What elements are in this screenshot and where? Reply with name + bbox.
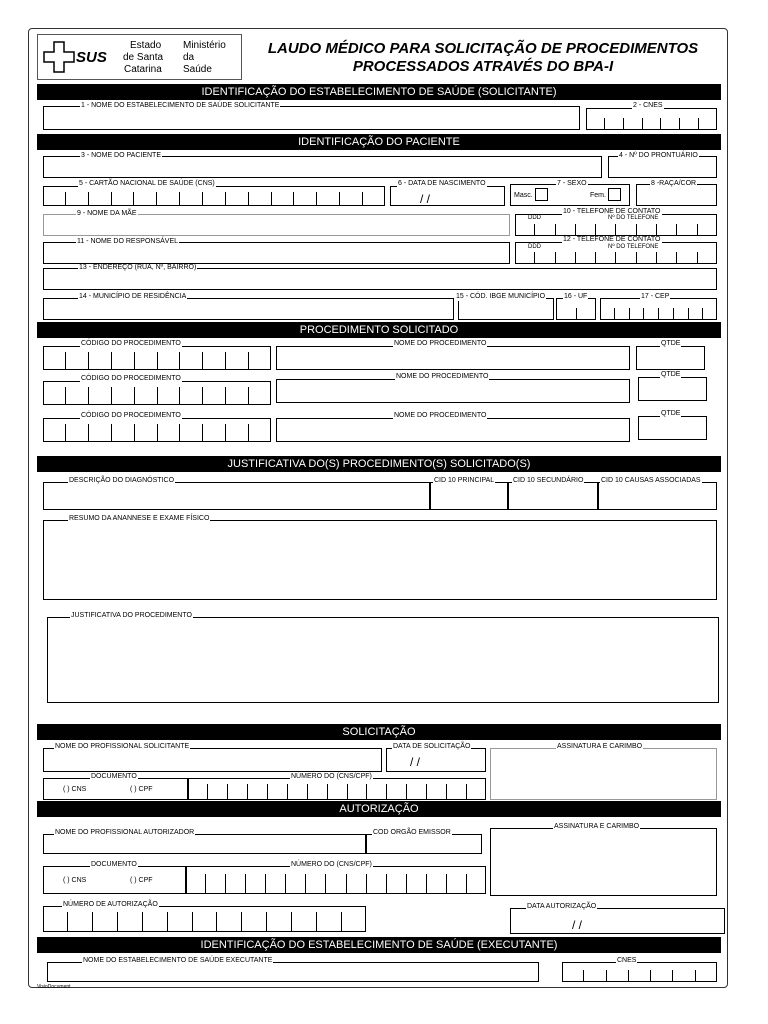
num-telefone-10-label: Nº DO TELEFONE [608, 215, 659, 221]
cnes-label: 2 - CNES [633, 102, 663, 109]
codigo-procedimento-2-label: CÓDIGO DO PROCEDIMENTO [81, 375, 181, 382]
section-solicitante: IDENTIFICAÇÃO DO ESTABELECIMENTO DE SAÚDE (SOLICITANTE) [37, 84, 721, 100]
producer-footer: VisioDocument [37, 984, 71, 990]
ministry-line1: Ministério [183, 40, 226, 51]
nome-prof-autorizador-label: NOME DO PROFISSIONAL AUTORIZADOR [55, 829, 195, 836]
data-solicitacao-slashes: / / [410, 755, 421, 769]
nome-prof-autorizador-field[interactable] [43, 834, 366, 854]
nome-procedimento-1-field[interactable] [276, 346, 630, 370]
qtde-3-label: QTDE [661, 410, 681, 417]
cid-associadas-label: CID 10 CAUSAS ASSOCIADAS [601, 477, 701, 484]
state-line2: de Santa [123, 52, 164, 63]
ddd-10-label: DDD [528, 215, 541, 221]
cpf-option-solicitante[interactable]: ( ) CPF [130, 786, 153, 793]
state-line3: Catarina [124, 64, 162, 75]
nome-procedimento-3-field[interactable] [276, 418, 630, 442]
codigo-procedimento-1-label: CÓDIGO DO PROCEDIMENTO [81, 340, 181, 347]
numero-autorizacao-label: NÚMERO DE AUTORIZAÇÃO [63, 901, 158, 908]
uf-label: 16 - UF [564, 293, 588, 300]
num-telefone-12-label: Nº DO TELEFONE [608, 244, 659, 250]
assinatura-autorizador-label: ASSINATURA E CARIMBO [554, 823, 640, 830]
data-nascimento-slashes: / / [420, 192, 431, 206]
telefone-10-ticks [515, 224, 717, 236]
telefone-12-ticks [515, 252, 717, 264]
cpf-option-autorizador[interactable]: ( ) CPF [130, 877, 153, 884]
municipio-label: 14 - MUNICÍPIO DE RESIDÊNCIA [79, 293, 187, 300]
section-solicitacao: SOLICITAÇÃO [37, 724, 721, 740]
municipio-field[interactable] [43, 298, 454, 320]
cid-principal-label: CID 10 PRINCIPAL [434, 477, 495, 484]
ministry-line2: da [183, 52, 195, 63]
title-line2: PROCESSADOS ATRAVÉS DO BPA-I [352, 58, 614, 75]
cid-secundario-field[interactable] [508, 482, 598, 510]
numero-cns-cpf-autorizador-ticks [186, 874, 486, 894]
assinatura-solicitante-label: ASSINATURA E CARIMBO [557, 743, 643, 750]
cnes-executante-ticks [562, 970, 717, 982]
nome-estab-executante-field[interactable] [47, 962, 539, 982]
qtde-1-field[interactable] [636, 346, 705, 370]
nome-responsavel-label: 11 - NOME DO RESPONSÁVEL [77, 238, 179, 245]
assinatura-solicitante-field[interactable] [490, 748, 717, 800]
telefone-10-label: 10 - TELEFONE DE CONTATO [563, 208, 661, 215]
cns-option-solicitante[interactable]: ( ) CNS [63, 786, 87, 793]
cnes-executante-label: CNES [617, 957, 637, 964]
cid-secundario-label: CID 10 SECUNDÁRIO [513, 477, 584, 484]
justificativa-procedimento-field[interactable] [47, 617, 719, 703]
numero-autorizacao-ticks [43, 912, 366, 932]
nome-procedimento-2-field[interactable] [276, 379, 630, 403]
raca-cor-label: 8 -RAÇA/COR [651, 180, 697, 187]
documento-autorizador-label: DOCUMENTO [91, 861, 137, 868]
ibge-field[interactable] [458, 298, 554, 320]
sus-logo-text: SUS [76, 49, 107, 66]
nome-procedimento-1-label: NOME DO PROCEDIMENTO [394, 340, 487, 347]
nome-procedimento-3-label: NOME DO PROCEDIMENTO [394, 412, 487, 419]
cartao-sus-label: 5 - CARTÃO NACIONAL DE SAÚDE (CNS) [79, 180, 215, 187]
masc-label: Masc. [514, 192, 533, 199]
endereco-label: 13 - ENDEREÇO (RUA, Nº, BAIRRO) [79, 264, 197, 271]
resumo-anamnese-label: RESUMO DA ANANNESE E EXAME FÍSICO [69, 515, 210, 522]
title-line1: LAUDO MÉDICO PARA SOLICITAÇÃO DE PROCEDIMENTOS [267, 40, 699, 57]
masc-checkbox[interactable] [535, 188, 548, 201]
nome-prof-solicitante-field[interactable] [43, 748, 382, 772]
descricao-diagnostico-label: DESCRIÇÃO DO DIAGNÓSTICO [69, 477, 175, 484]
prontuario-label: 4 - Nº DO PRONTUÁRIO [619, 152, 698, 159]
cns-option-autorizador[interactable]: ( ) CNS [63, 877, 87, 884]
data-nascimento-field[interactable] [390, 186, 505, 206]
qtde-1-label: QTDE [661, 340, 681, 347]
ibge-label: 15 - CÓD. IBGE MUNICÍPIO [456, 293, 546, 300]
cep-ticks [600, 308, 717, 320]
nome-estab-solicitante-label: 1 - NOME DO ESTABELECIMENTO DE SAÚDE SOLICITANTE [81, 102, 280, 109]
sexo-label: 7 - SEXO [557, 180, 587, 187]
codigo-procedimento-3-ticks [43, 424, 271, 442]
qtde-2-label: QTDE [661, 371, 681, 378]
cep-label: 17 - CEP [641, 293, 670, 300]
documento-solicitante-label: DOCUMENTO [91, 773, 137, 780]
codigo-procedimento-3-label: CÓDIGO DO PROCEDIMENTO [81, 412, 181, 419]
descricao-diagnostico-field[interactable] [43, 482, 430, 510]
state-line1: Estado [130, 40, 162, 51]
cod-orgao-emissor-label: COD ORGÃO EMISSOR [373, 829, 451, 836]
data-autorizacao-field[interactable] [510, 908, 725, 934]
nome-paciente-label: 3 - NOME DO PACIENTE [81, 152, 161, 159]
section-justificativa: JUSTIFICATIVA DO(S) PROCEDIMENTO(S) SOLICITADO(S) [37, 456, 721, 472]
telefone-12-label: 12 - TELEFONE DE CONTATO [563, 236, 661, 243]
ddd-12-label: DDD [528, 244, 541, 250]
assinatura-autorizador-field[interactable] [490, 828, 717, 896]
data-solicitacao-label: DATA DE SOLICITAÇÃO [393, 743, 471, 750]
cid-principal-field[interactable] [430, 482, 508, 510]
ministry-line3: Saúde [183, 64, 212, 75]
fem-label: Fem. [590, 192, 606, 199]
numero-cns-cpf-solicitante-ticks [188, 784, 486, 800]
codigo-procedimento-2-ticks [43, 387, 271, 405]
resumo-anamnese-field[interactable] [43, 520, 717, 600]
uf-ticks [556, 308, 596, 320]
qtde-2-field[interactable] [638, 377, 707, 401]
section-procedimento: PROCEDIMENTO SOLICITADO [37, 322, 721, 338]
numero-cns-cpf-autorizador-label: NÚMERO DO (CNS/CPF) [291, 861, 372, 868]
sus-cross-icon [42, 40, 76, 74]
logo-block [37, 34, 242, 80]
fem-checkbox[interactable] [608, 188, 621, 201]
nome-prof-solicitante-label: NOME DO PROFISSIONAL SOLICITANTE [55, 743, 190, 750]
nome-estab-executante-label: NOME DO ESTABELECIMENTO DE SAÚDE EXECUTANTE [83, 957, 273, 964]
cnes-ticks [586, 118, 717, 130]
numero-cns-cpf-solicitante-label: NÚMERO DO (CNS/CPF) [291, 773, 372, 780]
data-solicitacao-field[interactable] [386, 748, 486, 772]
cid-associadas-field[interactable] [598, 482, 717, 510]
codigo-procedimento-1-ticks [43, 352, 271, 370]
section-paciente: IDENTIFICAÇÃO DO PACIENTE [37, 134, 721, 150]
section-autorizacao: AUTORIZAÇÃO [37, 801, 721, 817]
form-title [248, 40, 718, 76]
section-executante: IDENTIFICAÇÃO DO ESTABELECIMENTO DE SAÚDE (EXECUTANTE) [37, 937, 721, 953]
justificativa-procedimento-label: JUSTIFICATIVA DO PROCEDIMENTO [71, 612, 192, 619]
nome-mae-label: 9 - NOME DA MÃE [77, 210, 137, 217]
qtde-3-field[interactable] [638, 416, 707, 440]
data-autorizacao-slashes: / / [572, 918, 583, 932]
cod-orgao-emissor-field[interactable] [366, 834, 482, 854]
data-autorizacao-label: DATA AUTORIZAÇÃO [527, 903, 597, 910]
data-nascimento-label: 6 - DATA DE NASCIMENTO [398, 180, 486, 187]
cartao-sus-ticks [43, 192, 385, 206]
nome-procedimento-2-label: NOME DO PROCEDIMENTO [396, 373, 489, 380]
